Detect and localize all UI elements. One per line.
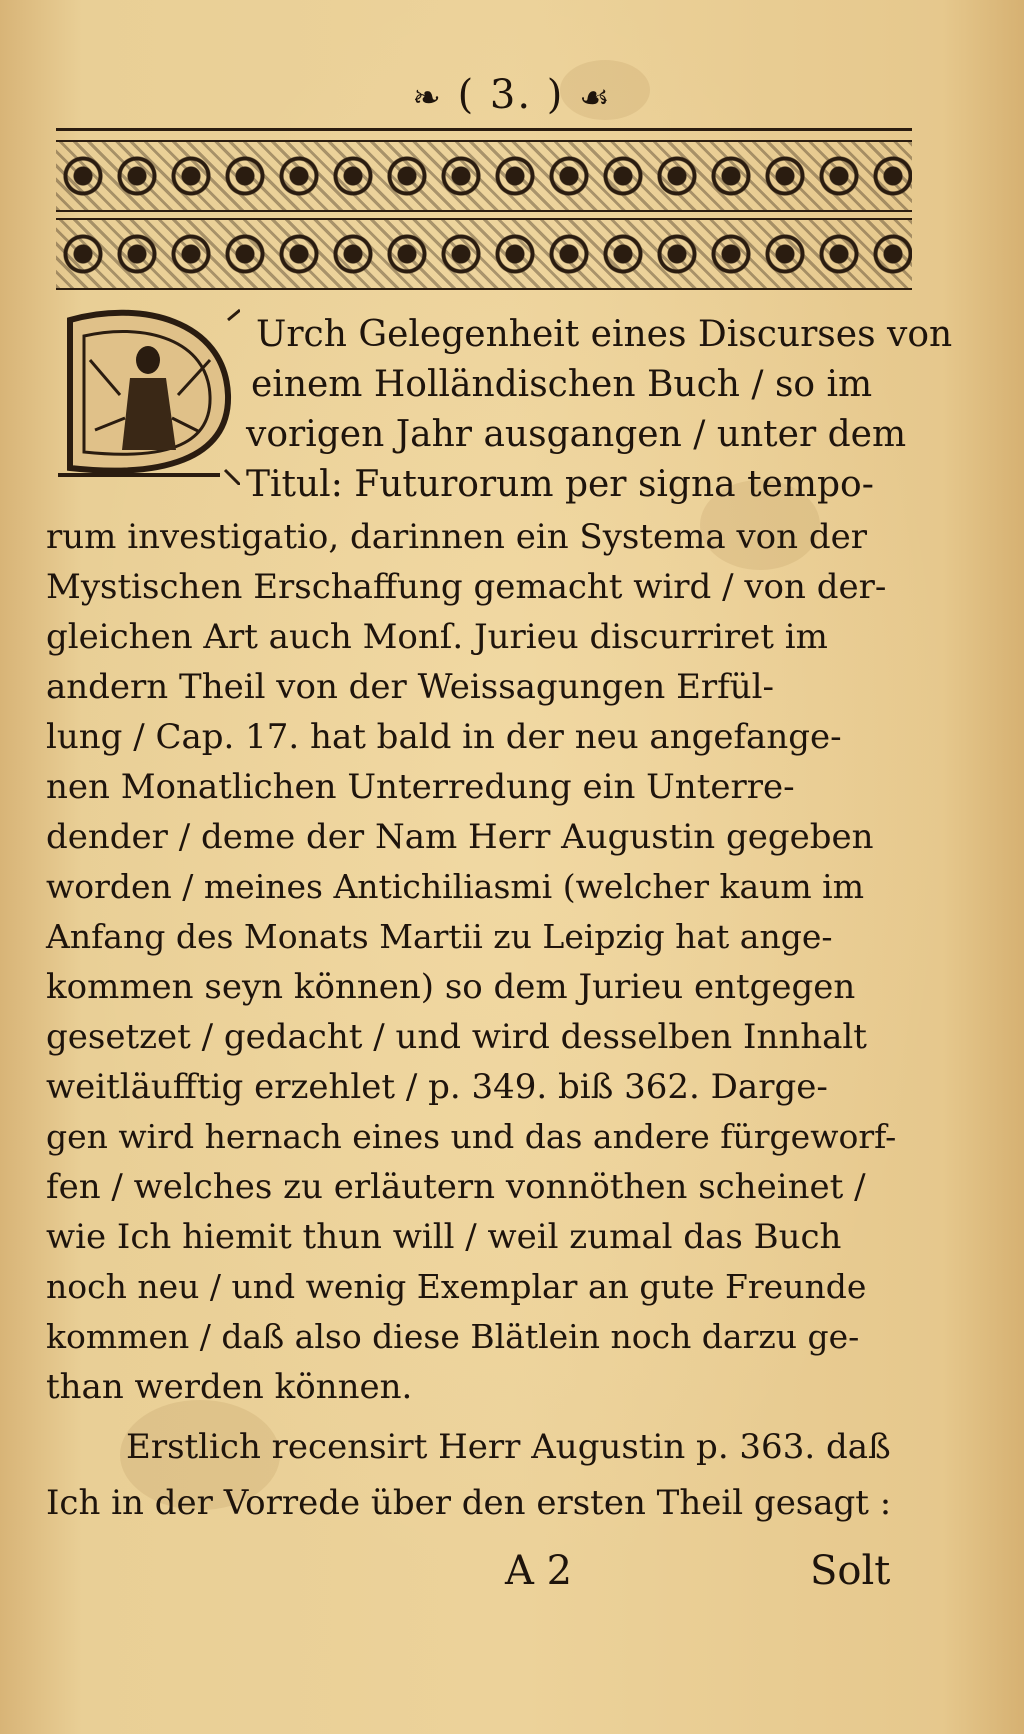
header-ornament-left-icon: ❧ [412, 78, 443, 118]
text-line: andern Theil von der Weissagungen Erfül- [46, 667, 774, 707]
text-line: wie Ich hiemit thun will / weil zumal das Buch [46, 1217, 842, 1257]
text-line: Urch Gelegenheit eines Discurses von [256, 314, 953, 355]
page-header [0, 72, 1024, 118]
text-line: kommen / daß also diese Blätlein noch darzu ge- [46, 1317, 860, 1356]
text-line: Titul: Futurorum per signa tempo- [246, 464, 874, 505]
text-line: lung / Cap. 17. hat bald in der neu angefange- [46, 717, 842, 757]
woodcut-initial-d-icon [50, 300, 240, 485]
text-line: Erstlich recensirt Herr Augustin p. 363. daß [126, 1427, 891, 1467]
text-line: dender / deme der Nam Herr Augustin gegeben [46, 817, 874, 857]
ornament-frieze-icon [56, 140, 912, 212]
text-line: noch neu / und wenig Exemplar an gute Freunde [46, 1267, 867, 1306]
signature-mark: A 2 [505, 1548, 573, 1594]
header-rule [56, 128, 912, 131]
text-line: fen / welches zu erläutern vonnöthen scheinet / [46, 1167, 866, 1207]
text-line: Mystischen Erschaffung gemacht wird / von der- [46, 567, 887, 607]
text-line: einem Holländischen Buch / so im [251, 364, 873, 405]
text-line: than werden können. [46, 1367, 413, 1407]
text-line: gen wird hernach eines und das andere fürgeworf- [46, 1117, 897, 1156]
text-line: Anfang des Monats Martii zu Leipzig hat ange- [46, 917, 833, 956]
text-line: vorigen Jahr ausgangen / unter dem [246, 414, 907, 455]
header-ornament-right-icon: ☙ [579, 78, 612, 118]
text-line: Ich in der Vorrede über den ersten Theil gesagt : [46, 1483, 892, 1523]
text-line: gesetzet / gedacht / und wird desselben Innhalt [46, 1017, 867, 1057]
text-line: rum investigatio, darinnen ein Systema von der [46, 517, 867, 557]
text-line: gleichen Art auch Monſ. Jurieu discurriret im [46, 617, 828, 657]
text-line: worden / meines Antichiliasmi (welcher kaum im [46, 867, 865, 906]
text-line: nen Monatlichen Unterredung ein Unterre- [46, 767, 795, 807]
page-number: ( 3. ) [457, 72, 565, 118]
text-line: kommen seyn können) so dem Jurieu entgegen [46, 967, 856, 1007]
text-line: weitläufftig erzehlet / p. 349. biß 362. Darge- [46, 1067, 828, 1107]
ornament-frieze-icon [56, 218, 912, 290]
catchword: Solt [810, 1548, 891, 1594]
